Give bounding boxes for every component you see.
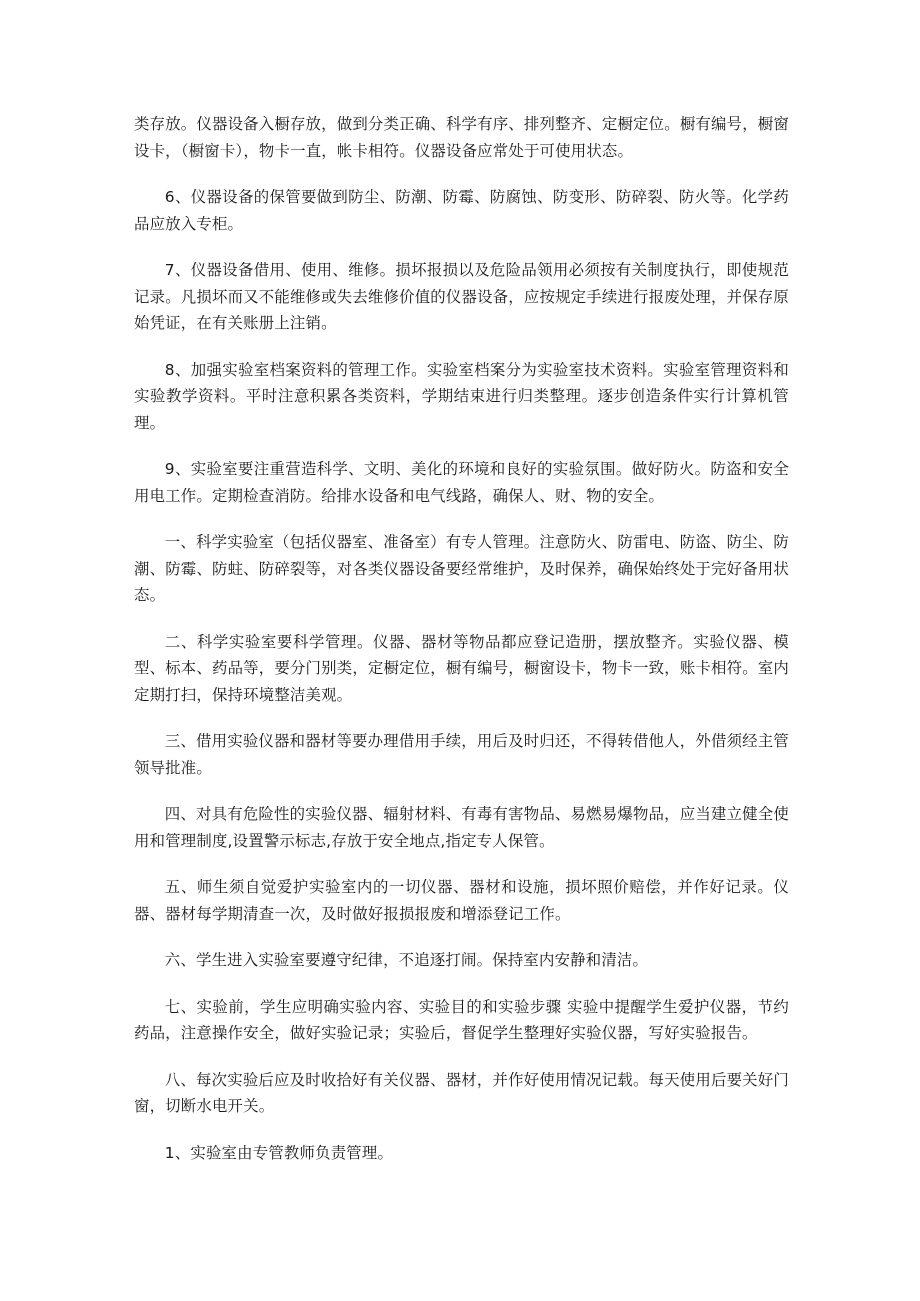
- paragraph-rule-7: 七、实验前，学生应明确实验内容、实验目的和实验步骤 实验中提醒学生爱护仪器，节约药品，注意操作安全，做好实验记录；实验后，督促学生整理好实验仪器，写好实验报告。: [134, 997, 789, 1042]
- document-body: [134, 111, 789, 1186]
- paragraph-item-1: 1、实验室由专管教师负责管理。: [164, 1143, 394, 1162]
- paragraph-item-7: 7、仪器设备借用、使用、维修。损坏报损以及危险品领用必须按有关制度执行，即使规范记录。凡损坏而又不能维修或失去维修价值的仪器设备，应按规定手续进行报废处理，并保存原始凭证，在有关账册上注销。: [134, 261, 789, 332]
- paragraph-rule-4: 四、对具有危险性的实验仪器、辐射材料、有毒有害物品、易燃易爆物品，应当建立健全使用和管理制度,设置警示标志,存放于安全地点,指定专人保管。: [134, 805, 789, 850]
- paragraph-rule-3: 三、借用实验仪器和器材等要办理借用手续，用后及时归还，不得转借他人，外借须经主管领导批准。: [134, 732, 789, 777]
- paragraph-item-8: 8、加强实验室档案资料的管理工作。实验室档案分为实验室技术资料。实验室管理资料和实验教学资料。平时注意积累各类资料，学期结束进行归类整理。逐步创造条件实行计算机管理。: [134, 360, 789, 432]
- paragraph-storage-continuation: 类存放。仪器设备入橱存放，做到分类正确、科学有序、排列整齐、定橱定位。橱有编号，橱窗设卡，（橱窗卡），物卡一直，帐卡相符。仪器设备应常处于可使用状态。: [134, 115, 789, 160]
- paragraph-rule-1: 一、科学实验室（包括仪器室、准备室）有专人管理。注意防火、防雷电、防盗、防尘、防潮、防霉、防蛀、防碎裂等，对各类仪器设备要经常维护，及时保养，确保始终处于完好备用状态。: [134, 533, 789, 604]
- paragraph-rule-8: 八、每次实验后应及时收拾好有关仪器、器材，并作好使用情况记载。每天使用后要关好门窗，切断水电开关。: [134, 1070, 789, 1115]
- paragraph-item-9: 9、实验室要注重营造科学、文明、美化的环境和良好的实验氛围。做好防火。防盗和安全用电工作。定期检查消防。给排水设备和电气线路，确保人、财、物的安全。: [134, 460, 789, 505]
- paragraph-rule-6: 六、学生进入实验室要遵守纪律，不追逐打闹。保持室内安静和清洁。: [164, 951, 649, 969]
- paragraph-rule-2: 二、科学实验室要科学管理。仪器、器材等物品都应登记造册，摆放整齐。实验仪器、模型、标本、药品等，要分门别类，定橱定位，橱有编号，橱窗设卡，物卡一致，账卡相符。室内定期打扫，保持环境整洁美观。: [134, 632, 789, 704]
- paragraph-rule-5: 五、师生须自觉爱护实验室内的一切仪器、器材和设施，损坏照价赔偿，并作好记录。仪器、器材每学期清查一次，及时做好报损报废和增添登记工作。: [134, 878, 789, 923]
- paragraph-item-6: 6、仪器设备的保管要做到防尘、防潮、防霉、防腐蚀、防变形、防碎裂、防火等。化学药品应放入专柜。: [134, 188, 789, 233]
